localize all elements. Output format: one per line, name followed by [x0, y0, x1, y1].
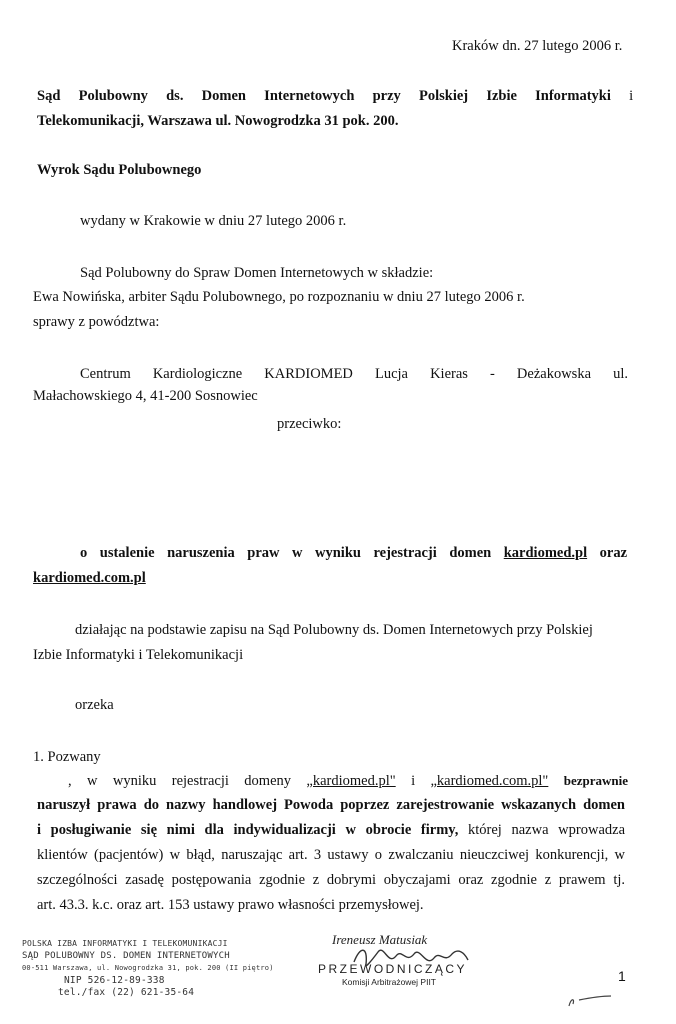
point1-line1: , w wyniku rejestracji domeny „kardiomed.pl" i „kardiomed.com.pl" bezprawnie	[68, 773, 629, 789]
issued-line: wydany w Krakowie w dniu 27 lutego 2006 r.	[80, 213, 347, 229]
handwritten-signature	[348, 940, 498, 974]
basis-line1: działając na podstawie zapisu na Sąd Polubowny ds. Domen Internetowych przy Polskiej	[75, 622, 593, 638]
signature-block	[318, 932, 478, 987]
domain-kardiomed-com-pl: kardiomed.com.pl	[33, 570, 146, 586]
subject-line1: o ustalenie naruszenia praw w wyniku rejestracji domen kardiomed.pl oraz	[80, 545, 628, 561]
point1-line5: szczególności zasadę postępowania zgodnie z dobrymi obyczajami oraz zgodnie z prawem tj.	[37, 872, 625, 888]
document-title: Wyrok Sądu Polubownego	[37, 162, 202, 178]
domain-kardiomed-pl: kardiomed.pl	[503, 545, 588, 561]
domain-ref-1: „kardiomed.pl"	[306, 773, 396, 789]
point1-heading: 1. Pozwany	[33, 749, 101, 765]
point1-line3: i posługiwanie się nimi dla indywidualizacji w obrocie firmy, której nazwa wprowadza	[37, 822, 625, 838]
signature-role: PRZEWODNICZĄCY	[318, 962, 467, 976]
signature-org: Komisji Arbitrażowej PIIT	[342, 977, 436, 987]
ruling-word: orzeka	[75, 697, 114, 713]
court-name-line2: Telekomunikacji, Warszawa ul. Nowogrodzka 31 pok. 200.	[37, 113, 399, 129]
basis-line2: Izbie Informatyki i Telekomunikacji	[33, 647, 244, 663]
composition-line3: sprawy z powództwa:	[33, 314, 160, 330]
plaintiff-line1: Centrum Kardiologiczne KARDIOMED Lucja Kieras - Deżakowska ul.	[80, 366, 628, 382]
point1-line6: art. 43.3. k.c. oraz art. 153 ustawy prawo własności przemysłowej.	[37, 897, 424, 913]
court-stamp: POLSKA IZBA INFORMATYKI I TELEKOMUNIKACJI SĄD POLUBOWNY DS. DOMEN INTERNETOWYCH 00-511 Warszawa, ul. Nowogrodzka 31, pok. 200 (II piętro) NIP 526-12-89-338 tel./fax (22) 621-35-64	[22, 939, 274, 998]
point1-line4: klientów (pacjentów) w błąd, naruszając art. 3 ustawy o zwalczaniu nieuczciwej konkurencji, w	[37, 847, 625, 863]
page-number: 1	[618, 968, 626, 984]
composition-line1: Sąd Polubowny do Spraw Domen Internetowych w składzie:	[80, 265, 434, 281]
place-date: Kraków dn. 27 lutego 2006 r.	[452, 38, 623, 54]
against-label: przeciwko:	[277, 416, 342, 432]
signature-name: Ireneusz Matusiak	[332, 932, 428, 947]
domain-ref-2: „kardiomed.com.pl"	[430, 773, 549, 789]
initials-mark	[565, 990, 615, 1010]
plaintiff-line2: Małachowskiego 4, 41-200 Sosnowiec	[33, 388, 258, 404]
composition-line2: Ewa Nowińska, arbiter Sądu Polubownego, po rozpoznaniu w dniu 27 lutego 2006 r.	[33, 289, 525, 305]
court-name-line1: Sąd Polubowny ds. Domen Internetowych przy Polskiej Izbie Informatyki i	[37, 88, 634, 104]
point1-line2: naruszył prawa do nazwy handlowej Powoda poprzez zarejestrowanie wskazanych domen	[37, 797, 625, 813]
